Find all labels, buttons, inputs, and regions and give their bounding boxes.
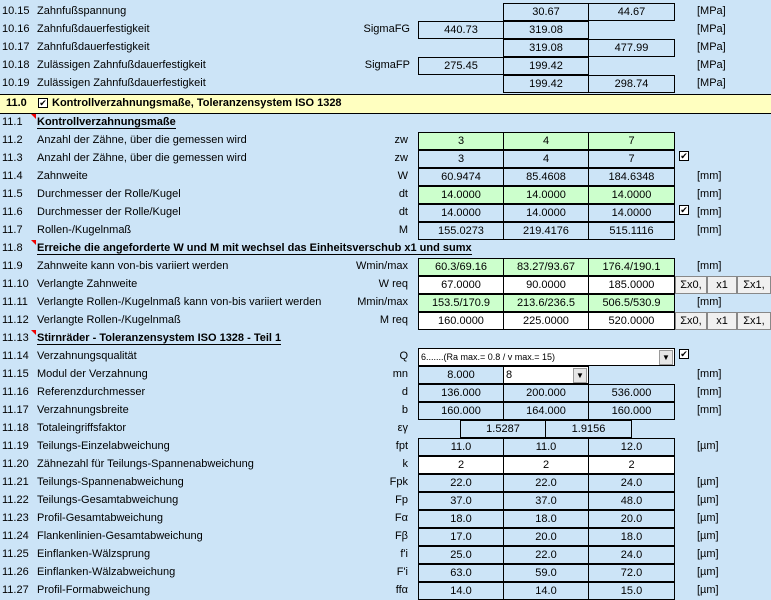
quality-dropdown[interactable] [418, 348, 675, 366]
row-number: 11.27 [2, 584, 29, 596]
row-label: Zulässigen Zahnfußdauerfestigkeit [37, 59, 206, 71]
input-cell-2[interactable]: 90.0000 [503, 276, 589, 294]
value-cell-3: 20.0 [588, 510, 675, 528]
row-label: Zulässigen Zahnfußdauerfestigkeit [37, 77, 206, 89]
row-label: Verzahnungsbreite [37, 404, 129, 416]
symbol-label: F'i [396, 566, 408, 578]
symbol-label: Mmin/max [357, 296, 408, 308]
subsection-title: Stirnräder - Toleranzensystem ISO 1328 - Teil 1 [37, 332, 282, 344]
value-cell-3: 48.0 [588, 492, 675, 510]
value-cell-1: 14.0000 [418, 204, 504, 222]
row-11-24 [0, 528, 771, 546]
row-11-9 [0, 258, 771, 276]
value-cell-2: 83.27/93.67 [503, 258, 589, 276]
row-number: 11.23 [2, 512, 29, 524]
value-cell-2: 213.6/236.5 [503, 294, 589, 312]
row-number: 11.9 [2, 260, 23, 272]
row-number: 11.11 [2, 296, 28, 308]
symbol-label: fpt [395, 440, 408, 452]
chevron-down-icon[interactable]: ▼ [573, 368, 587, 383]
row-10-18 [0, 57, 771, 75]
value-cell-1: 153.5/170.9 [418, 294, 504, 312]
input-cell-3[interactable]: 185.0000 [588, 276, 675, 294]
value-cell-3: 12.0 [588, 438, 675, 456]
row-number: 10.15 [2, 5, 30, 17]
value-cell-2: 59.0 [503, 564, 589, 582]
row-label: Einflanken-Wälzabweichung [37, 566, 176, 578]
unit-label: [µm] [697, 440, 719, 452]
row-label: Verlangte Rollen-/Kugelnmaß [37, 314, 181, 326]
value-cell-2: 30.67 [503, 3, 589, 21]
row-11-15 [0, 366, 771, 384]
row-11-21 [0, 474, 771, 492]
value-cell-2: 319.08 [503, 21, 589, 39]
symbol-label: M [398, 224, 408, 236]
row-11-10 [0, 276, 771, 294]
row-11-23 [0, 510, 771, 528]
unit-label: [µm] [697, 548, 719, 560]
row-label: Teilungs-Gesamtabweichung [37, 494, 179, 506]
row-label: Modul der Verzahnung [37, 368, 148, 380]
value-cell-1: 11.0 [418, 438, 504, 456]
row-11-25 [0, 546, 771, 564]
symbol-label: Wmin/max [356, 260, 408, 272]
value-cell-2: 85.4608 [503, 168, 589, 186]
value-cell-3: 72.0 [588, 564, 675, 582]
value-cell-1: 8.000 [418, 366, 504, 384]
row-11-11 [0, 294, 771, 312]
symbol-label: W req [378, 278, 408, 290]
checkbox[interactable]: ✔ [680, 205, 688, 215]
section-checkbox[interactable]: ✔ [39, 98, 47, 108]
subsection-title: Erreiche die angeforderte W und M mit wechsel das Einheitsverschub x1 und sumx [37, 242, 472, 254]
row-number: 11.5 [2, 188, 23, 200]
row-11-14 [0, 348, 771, 366]
value-cell-1: 14.0 [418, 582, 504, 600]
row-number: 11.1 [2, 116, 23, 128]
value-cell-3: 515.1116 [588, 222, 675, 240]
value-cell-2: 18.0 [503, 510, 589, 528]
value-cell-3: 24.0 [588, 474, 675, 492]
section-number: 11.0 [6, 97, 27, 109]
value-cell-2: 164.000 [503, 402, 589, 420]
value-cell-1: 60.9474 [418, 168, 504, 186]
row-label: Profil-Formabweichung [37, 584, 151, 596]
dropdown-value: 8 [506, 369, 513, 381]
row-label: Zahnfußspannung [37, 5, 127, 17]
row-number: 11.17 [2, 404, 29, 416]
unit-label: [MPa] [697, 5, 726, 17]
row-label: Verlangte Zahnweite [37, 278, 138, 290]
unit-label: [MPa] [697, 41, 726, 53]
input-cell-1[interactable]: 2 [418, 456, 504, 474]
row-label: Zahnfußdauerfestigkeit [37, 23, 150, 35]
row-number: 10.18 [2, 59, 30, 71]
input-cell-1[interactable]: 67.0000 [418, 276, 504, 294]
dropdown-value: 6.......(Ra max.= 0.8 / v max.= 15) [421, 352, 556, 362]
value-cell-3: 14.0000 [588, 204, 675, 222]
value-cell-2: 219.4176 [503, 222, 589, 240]
comment-marker-icon [31, 330, 36, 335]
subsection-title: Kontrollverzahnungsmaße [37, 116, 176, 128]
value-cell-2: 14.0 [503, 582, 589, 600]
row-11-6 [0, 204, 771, 222]
row-label: Profil-Gesamtabweichung [37, 512, 163, 524]
input-cell-1[interactable]: 160.0000 [418, 312, 504, 330]
value-cell-1: 22.0 [418, 474, 504, 492]
symbol-label: zw [394, 134, 408, 146]
row-label: Verzahnungsqualität [37, 350, 137, 362]
row-11-4 [0, 168, 771, 186]
symbol-label: SigmaFG [363, 23, 410, 35]
row-10-16 [0, 21, 771, 39]
unit-label: [mm] [697, 386, 722, 398]
symbol-label: dt [398, 206, 408, 218]
value-cell-2: 11.0 [503, 438, 589, 456]
comment-marker-icon [31, 240, 36, 245]
value-cell-1: 25.0 [418, 546, 504, 564]
symbol-label: εγ [397, 422, 408, 434]
row-11-7 [0, 222, 771, 240]
sum-x1-button[interactable]: Σx1, [737, 312, 771, 330]
row-label: Teilungs-Spannenabweichung [37, 476, 184, 488]
checkbox[interactable]: ✔ [680, 349, 688, 359]
unit-label: [mm] [697, 260, 722, 272]
unit-label: [µm] [697, 530, 719, 542]
unit-label: [mm] [697, 368, 722, 380]
input-cell-3[interactable]: 7 [588, 132, 675, 150]
row-10-17 [0, 39, 771, 57]
value-cell-1: 155.0273 [418, 222, 504, 240]
value-cell-1: 3 [418, 150, 504, 168]
value-cell-3: 44.67 [588, 3, 675, 21]
row-number: 10.19 [2, 77, 30, 89]
row-11-27 [0, 582, 771, 600]
value-cell-1: 136.000 [418, 384, 504, 402]
row-number: 11.26 [2, 566, 29, 578]
value-cell-3: 536.000 [588, 384, 675, 402]
row-label: Einflanken-Wälzsprung [37, 548, 151, 560]
value-cell-3: 176.4/190.1 [588, 258, 675, 276]
row-label: Zahnweite [37, 170, 88, 182]
unit-label: [µm] [697, 584, 719, 596]
unit-label: [µm] [697, 494, 719, 506]
row-label: Durchmesser der Rolle/Kugel [37, 188, 181, 200]
value-cell-2: 199.42 [503, 75, 589, 93]
row-label: Zahnweite kann von-bis variiert werden [37, 260, 229, 272]
row-label: Anzahl der Zähne, über die gemessen wird [37, 152, 247, 164]
row-number: 11.24 [2, 530, 29, 542]
value-cell-1: 440.73 [418, 21, 504, 39]
row-number: 11.25 [2, 548, 29, 560]
input-cell-3[interactable]: 14.0000 [588, 186, 675, 204]
row-number: 11.6 [2, 206, 23, 218]
row-number: 11.13 [2, 332, 29, 344]
value-cell-1: 37.0 [418, 492, 504, 510]
input-cell-1[interactable]: 14.0000 [418, 186, 504, 204]
unit-label: [mm] [697, 296, 722, 308]
value-cell-3: 15.0 [588, 582, 675, 600]
symbol-label: M req [379, 314, 408, 326]
value-cell-3: 298.74 [588, 75, 675, 93]
unit-label: [MPa] [697, 59, 726, 71]
row-number: 11.18 [2, 422, 29, 434]
unit-label: [µm] [697, 512, 719, 524]
row-11-13 [0, 330, 771, 348]
unit-label: [µm] [697, 476, 719, 488]
row-label: Durchmesser der Rolle/Kugel [37, 206, 181, 218]
value-cell-2: 14.0000 [503, 204, 589, 222]
input-cell-1[interactable]: 3 [418, 132, 504, 150]
value-cell-1: 275.45 [418, 57, 504, 75]
module-dropdown[interactable] [503, 366, 589, 384]
row-number: 11.16 [2, 386, 29, 398]
row-11-8 [0, 240, 771, 258]
row-number: 11.2 [2, 134, 23, 146]
value-cell-3: 18.0 [588, 528, 675, 546]
unit-label: [mm] [697, 170, 722, 182]
unit-label: [MPa] [697, 23, 726, 35]
row-number: 11.14 [2, 350, 29, 362]
row-11-2 [0, 132, 771, 150]
checkbox[interactable]: ✔ [680, 151, 688, 161]
row-number: 10.17 [2, 41, 30, 53]
row-10-15 [0, 3, 771, 21]
row-10-19 [0, 75, 771, 93]
symbol-label: SigmaFP [364, 59, 410, 71]
symbol-label: W [397, 170, 408, 182]
unit-label: [MPa] [697, 77, 726, 89]
unit-label: [mm] [697, 188, 722, 200]
row-label: Totaleingriffsfaktor [37, 422, 127, 434]
sum-x0-button[interactable]: Σx0, [675, 312, 707, 330]
value-cell-2: 4 [503, 150, 589, 168]
x1-button[interactable]: x1 [707, 312, 737, 330]
value-cell-3: 506.5/530.9 [588, 294, 675, 312]
row-label: Zähnezahl für Teilungs-Spannenabweichung [37, 458, 254, 470]
value-cell-2: 37.0 [503, 492, 589, 510]
sum-x1-button[interactable]: Σx1, [737, 276, 771, 294]
row-11-20 [0, 456, 771, 474]
value-cell-2: 200.000 [503, 384, 589, 402]
value-cell-1: 160.000 [418, 402, 504, 420]
row-number: 11.12 [2, 314, 29, 326]
row-label: Anzahl der Zähne, über die gemessen wird [37, 134, 247, 146]
row-label: Flankenlinien-Gesamtabweichung [37, 530, 203, 542]
row-11-18 [0, 420, 771, 438]
row-11-22 [0, 492, 771, 510]
section-title: Kontrollverzahnungsmaße, Toleranzensystem ISO 1328 [52, 97, 342, 109]
row-label: Verlangte Rollen-/Kugelnmaß kann von-bis variiert werden [37, 296, 322, 308]
symbol-label: ffα [395, 584, 408, 596]
input-cell-3[interactable]: 520.0000 [588, 312, 675, 330]
symbol-label: zw [394, 152, 408, 164]
symbol-label: f'i [400, 548, 408, 560]
row-number: 11.20 [2, 458, 29, 470]
sum-x0-button[interactable]: Σx0, [675, 276, 707, 294]
value-cell-1: 60.3/69.16 [418, 258, 504, 276]
input-cell-2[interactable]: 2 [503, 456, 589, 474]
symbol-label: mn [392, 368, 408, 380]
unit-label: [mm] [697, 224, 722, 236]
row-number: 11.4 [2, 170, 23, 182]
symbol-label: dt [398, 188, 408, 200]
input-cell-2[interactable]: 14.0000 [503, 186, 589, 204]
symbol-label: k [402, 458, 408, 470]
value-cell-2: 20.0 [503, 528, 589, 546]
value-cell-2: 22.0 [503, 546, 589, 564]
row-number: 10.16 [2, 23, 30, 35]
row-11-17 [0, 402, 771, 420]
x1-button[interactable]: x1 [707, 276, 737, 294]
input-cell-2[interactable]: 4 [503, 132, 589, 150]
value-cell-3: 160.000 [588, 402, 675, 420]
section-header-11-0 [0, 94, 771, 114]
symbol-label: Fp [395, 494, 408, 506]
input-cell-3[interactable]: 2 [588, 456, 675, 474]
value-cell-1: 18.0 [418, 510, 504, 528]
row-number: 11.3 [2, 152, 23, 164]
symbol-label: Fα [394, 512, 408, 524]
value-cell-2: 1.9156 [545, 420, 632, 438]
row-11-3 [0, 150, 771, 168]
row-number: 11.8 [2, 242, 23, 254]
row-label: Referenzdurchmesser [37, 386, 146, 398]
symbol-label: b [401, 404, 408, 416]
row-number: 11.22 [2, 494, 29, 506]
row-11-16 [0, 384, 771, 402]
symbol-label: Fβ [394, 530, 408, 542]
row-label: Zahnfußdauerfestigkeit [37, 41, 150, 53]
value-cell-1: 17.0 [418, 528, 504, 546]
row-11-19 [0, 438, 771, 456]
input-cell-2[interactable]: 225.0000 [503, 312, 589, 330]
row-number: 11.19 [2, 440, 29, 452]
row-number: 11.7 [2, 224, 23, 236]
symbol-label: d [401, 386, 408, 398]
row-label: Teilungs-Einzelabweichung [37, 440, 170, 452]
row-label: Rollen-/Kugelnmaß [37, 224, 132, 236]
unit-label: [µm] [697, 566, 719, 578]
row-11-1 [0, 114, 771, 132]
comment-marker-icon [31, 114, 36, 119]
symbol-label: Fpk [389, 476, 408, 488]
row-number: 11.21 [2, 476, 29, 488]
value-cell-1: 1.5287 [460, 420, 546, 438]
unit-label: [mm] [697, 206, 722, 218]
value-cell-3: 24.0 [588, 546, 675, 564]
value-cell-3: 7 [588, 150, 675, 168]
value-cell-2: 199.42 [503, 57, 589, 75]
row-11-26 [0, 564, 771, 582]
symbol-label: Q [399, 350, 408, 362]
value-cell-1: 63.0 [418, 564, 504, 582]
row-11-12 [0, 312, 771, 330]
value-cell-2: 319.08 [503, 39, 589, 57]
row-number: 11.10 [2, 278, 29, 290]
unit-label: [mm] [697, 404, 722, 416]
row-11-5 [0, 186, 771, 204]
chevron-down-icon[interactable]: ▼ [659, 350, 673, 365]
value-cell-3: 184.6348 [588, 168, 675, 186]
value-cell-3: 477.99 [588, 39, 675, 57]
row-number: 11.15 [2, 368, 29, 380]
value-cell-2: 22.0 [503, 474, 589, 492]
